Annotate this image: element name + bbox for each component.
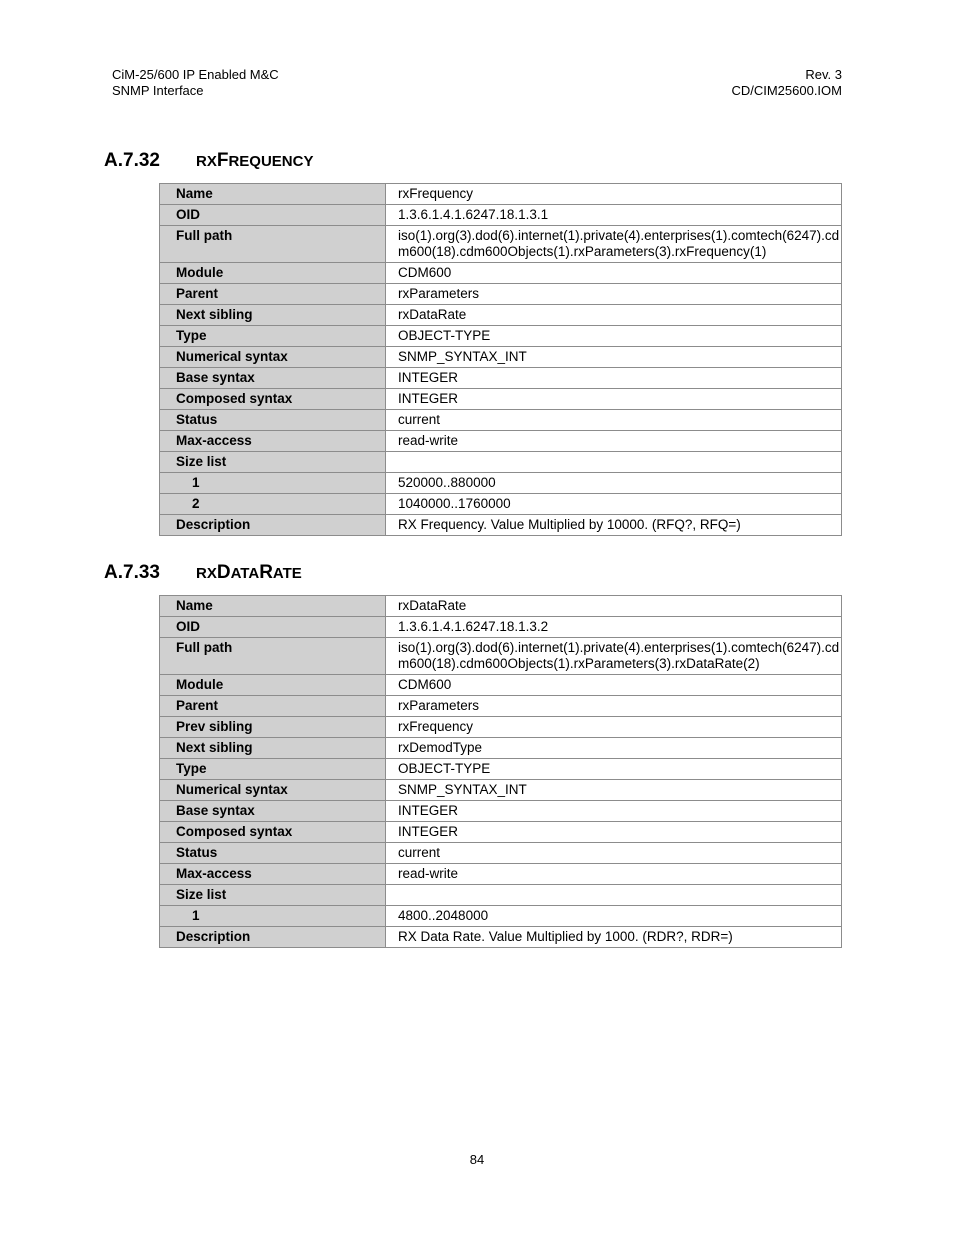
field-label: Next sibling: [160, 305, 386, 326]
field-label: Name: [160, 184, 386, 205]
field-value: 520000..880000: [386, 473, 842, 494]
field-label: Status: [160, 843, 386, 864]
field-value: rxFrequency: [386, 717, 842, 738]
field-label: Size list: [160, 452, 386, 473]
table-row: [160, 410, 842, 431]
section-number: A.7.33: [104, 562, 160, 583]
field-label: Next sibling: [160, 738, 386, 759]
field-label: Description: [160, 927, 386, 948]
table-row: [160, 843, 842, 864]
field-label: Max-access: [160, 864, 386, 885]
table-row: [160, 885, 842, 906]
header-subtitle: SNMP Interface: [112, 83, 204, 98]
field-value: current: [386, 410, 842, 431]
field-value: SNMP_SYNTAX_INT: [386, 347, 842, 368]
field-label: Full path: [160, 226, 386, 263]
table-row: [160, 780, 842, 801]
table-row: [160, 184, 842, 205]
table-row: [160, 305, 842, 326]
table-row: [160, 284, 842, 305]
field-label: 2: [160, 494, 386, 515]
field-label: Parent: [160, 696, 386, 717]
mib-object-table-rxfrequency: [159, 183, 842, 536]
table-row: [160, 263, 842, 284]
table-row: [160, 347, 842, 368]
field-value: rxDataRate: [386, 596, 842, 617]
mib-object-table-rxdatarate: [159, 595, 842, 948]
field-value: iso(1).org(3).dod(6).internet(1).private(4).enterprises(1).comtech(6247).cdm600(18).cdm600Objects(1).rxParameters(3).rxDataRate(2): [386, 638, 842, 675]
field-label: Full path: [160, 638, 386, 675]
table-row: [160, 494, 842, 515]
field-label: Composed syntax: [160, 822, 386, 843]
table-row: [160, 389, 842, 410]
field-label: Module: [160, 675, 386, 696]
field-label: Base syntax: [160, 368, 386, 389]
header-document-id: CD/CIM25600.IOM: [731, 83, 842, 98]
field-value: rxDemodType: [386, 738, 842, 759]
document-header-right: [731, 67, 842, 99]
field-label: Base syntax: [160, 801, 386, 822]
field-label: Type: [160, 326, 386, 347]
table-row: [160, 368, 842, 389]
field-label: Type: [160, 759, 386, 780]
field-value: SNMP_SYNTAX_INT: [386, 780, 842, 801]
field-label: Status: [160, 410, 386, 431]
table-row: [160, 226, 842, 263]
table-row: [160, 326, 842, 347]
header-product-title: CiM-25/600 IP Enabled M&C: [112, 67, 279, 82]
section-title: RXFREQUENCY: [196, 150, 314, 171]
table-row: [160, 759, 842, 780]
table-row: [160, 801, 842, 822]
field-label: OID: [160, 205, 386, 226]
field-value: CDM600: [386, 263, 842, 284]
field-label: 1: [160, 473, 386, 494]
document-header-left: [112, 67, 279, 99]
table-row: [160, 617, 842, 638]
field-value: 4800..2048000: [386, 906, 842, 927]
field-value: rxFrequency: [386, 184, 842, 205]
section-heading-rxdatarate: [104, 562, 302, 585]
table-row: [160, 473, 842, 494]
table-row: [160, 906, 842, 927]
section-heading-rxfrequency: [104, 150, 313, 173]
section-title: RXDATARATE: [196, 562, 302, 583]
field-value: 1040000..1760000: [386, 494, 842, 515]
table-row: [160, 638, 842, 675]
field-value: 1.3.6.1.4.1.6247.18.1.3.1: [386, 205, 842, 226]
field-label: Size list: [160, 885, 386, 906]
field-value: INTEGER: [386, 801, 842, 822]
field-label: Numerical syntax: [160, 347, 386, 368]
field-label: OID: [160, 617, 386, 638]
table-row: [160, 452, 842, 473]
field-value: 1.3.6.1.4.1.6247.18.1.3.2: [386, 617, 842, 638]
field-value: INTEGER: [386, 368, 842, 389]
table-row: [160, 738, 842, 759]
table-row: [160, 864, 842, 885]
field-value: INTEGER: [386, 389, 842, 410]
field-label: Numerical syntax: [160, 780, 386, 801]
table-row: [160, 675, 842, 696]
table-row: [160, 431, 842, 452]
field-label: Parent: [160, 284, 386, 305]
field-value: INTEGER: [386, 822, 842, 843]
table-row: [160, 515, 842, 536]
field-value: OBJECT-TYPE: [386, 326, 842, 347]
table-row: [160, 696, 842, 717]
field-value: RX Data Rate. Value Multiplied by 1000. (RDR?, RDR=): [386, 927, 842, 948]
field-value: read-write: [386, 864, 842, 885]
section-number: A.7.32: [104, 150, 160, 171]
field-value: rxParameters: [386, 284, 842, 305]
table-row: [160, 596, 842, 617]
field-value: rxParameters: [386, 696, 842, 717]
header-revision: Rev. 3: [805, 67, 842, 82]
field-value: [386, 885, 842, 906]
field-value: OBJECT-TYPE: [386, 759, 842, 780]
field-label: Prev sibling: [160, 717, 386, 738]
field-label: Module: [160, 263, 386, 284]
field-label: Name: [160, 596, 386, 617]
page-number: 84: [469, 1152, 485, 1167]
field-value: current: [386, 843, 842, 864]
field-label: 1: [160, 906, 386, 927]
field-value: read-write: [386, 431, 842, 452]
field-value: [386, 452, 842, 473]
table-row: [160, 927, 842, 948]
field-label: Description: [160, 515, 386, 536]
field-value: RX Frequency. Value Multiplied by 10000. (RFQ?, RFQ=): [386, 515, 842, 536]
table-row: [160, 717, 842, 738]
table-row: [160, 822, 842, 843]
field-value: iso(1).org(3).dod(6).internet(1).private(4).enterprises(1).comtech(6247).cdm600(18).cdm600Objects(1).rxParameters(3).rxFrequency(1): [386, 226, 842, 263]
field-label: Max-access: [160, 431, 386, 452]
field-value: rxDataRate: [386, 305, 842, 326]
field-label: Composed syntax: [160, 389, 386, 410]
table-row: [160, 205, 842, 226]
field-value: CDM600: [386, 675, 842, 696]
